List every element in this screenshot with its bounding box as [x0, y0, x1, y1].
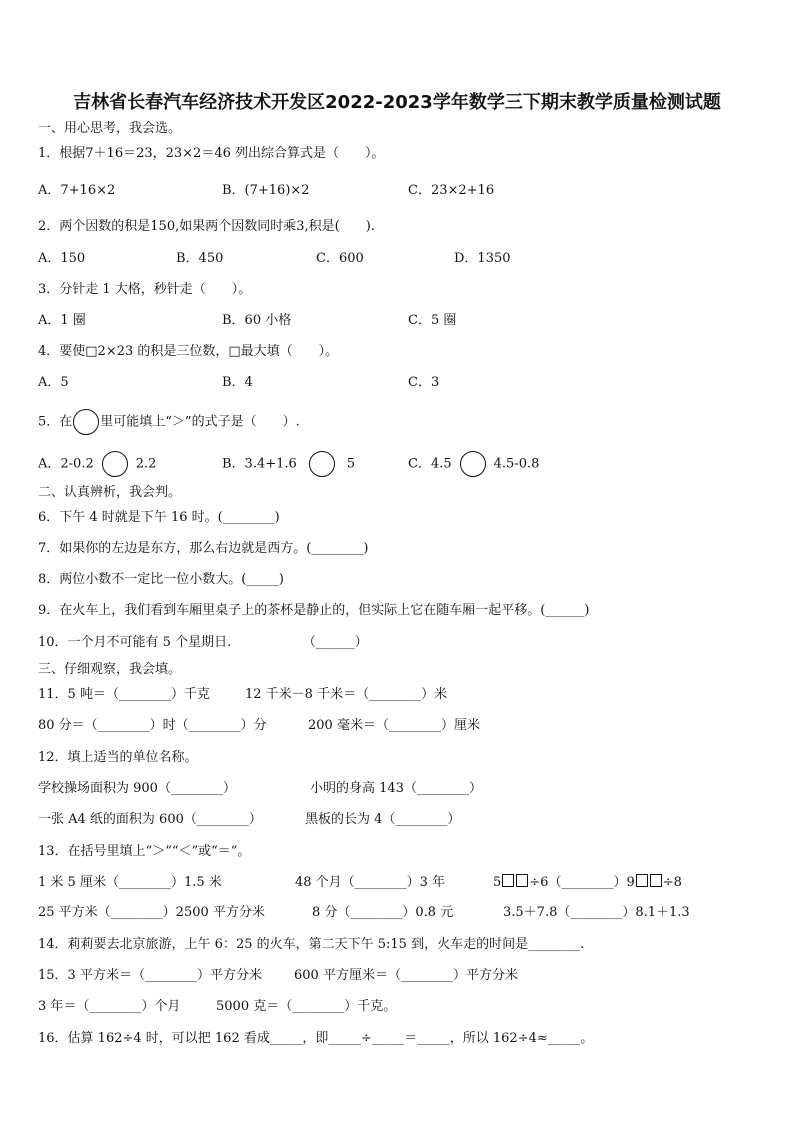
q15-line1-right: 600 平方厘米＝（________）平方分米 — [294, 968, 518, 983]
q11-line1-right: 12 千米－8 千米＝（________）米 — [245, 687, 448, 702]
q15-line2-left: 3 年＝（________）个月 — [38, 999, 181, 1014]
q13-line2-b: 8 分（________）0.8 元 — [312, 905, 454, 920]
q12-line2-left: 一张 A4 纸的面积为 600（________） — [38, 812, 262, 827]
q1-option-b: B．(7+16)×2 — [222, 183, 310, 198]
q15-line2-right: 5000 克＝（________）千克。 — [216, 999, 397, 1014]
question-13: 13．在括号里填上“＞”“＜”或“＝”。 — [38, 844, 251, 859]
blank-square-icon — [636, 874, 648, 887]
q13-line1-c-mid: ÷6（________）9 — [529, 875, 635, 890]
q13-line1-a: 1 米 5 厘米（________）1.5 米 — [38, 875, 222, 890]
q5-option-a — [38, 451, 156, 477]
question-7: 7．如果你的左边是东方，那么右边就是西方。(________) — [38, 541, 369, 556]
q3-option-b: B．60 小格 — [222, 313, 292, 328]
q11-line2-left: 80 分＝（________）时（________）分 — [38, 718, 267, 733]
q13-line2-c: 3.5＋7.8（________）8.1＋1.3 — [503, 905, 690, 920]
q3-option-a: A．1 圈 — [38, 313, 86, 328]
question-2: 2．两个因数的积是150,如果两个因数同时乘3,积是( ). — [38, 219, 375, 234]
q13-line2-a: 25 平方米（________）2500 平方分米 — [38, 905, 265, 920]
q12-line2-right: 黑板的长为 4（________） — [305, 812, 461, 827]
section-heading-2: 二、认真辨析，我会判。 — [38, 485, 182, 500]
blank-circle-icon — [309, 451, 335, 477]
q11-line2-right: 200 毫米＝（________）厘米 — [308, 718, 480, 733]
q4-option-b: B．4 — [222, 375, 253, 390]
blank-square-icon — [502, 874, 514, 887]
q3-option-c: C．5 圈 — [408, 313, 457, 328]
q5-option-b-left: B．3.4+1.6 — [222, 456, 297, 472]
question-12: 12．填上适当的单位名称。 — [38, 750, 198, 765]
question-14: 14．莉莉要去北京旅游，上午 6：25 的火车，第二天下午 5:15 到，火车走的时间是________. — [38, 937, 585, 952]
section-heading-3: 三、仔细观察，我会填。 — [38, 662, 182, 677]
q1-option-c: C．23×2+16 — [408, 183, 495, 198]
q13-line1-c-post: ÷8 — [662, 875, 682, 890]
q5-text-pre: 5．在 — [38, 414, 73, 430]
q2-option-b: B．450 — [176, 251, 224, 266]
q2-option-a: A．150 — [38, 251, 86, 266]
q5-text-post: 里可能填上“＞”的式子是（ ）. — [100, 414, 300, 430]
question-3: 3．分针走 1 大格，秒针走（ ）。 — [38, 282, 252, 297]
blank-square-icon — [516, 874, 528, 887]
q5-option-b-right: 5 — [346, 456, 356, 472]
q5-option-a-left: A．2-0.2 — [38, 456, 94, 472]
q13-line1-c-pre: 5 — [493, 875, 502, 890]
q13-line1-c — [493, 874, 682, 892]
q4-option-c: C．3 — [408, 375, 440, 390]
question-4: 4．要使□2×23 的积是三位数，□最大填（ ）。 — [38, 344, 339, 359]
question-1: 1．根据7＋16＝23，23×2＝46 列出综合算式是（ ）。 — [38, 146, 385, 161]
blank-square-icon — [650, 874, 662, 887]
q5-option-a-right: 2.2 — [135, 456, 157, 472]
q2-option-d: D．1350 — [454, 251, 511, 266]
q11-line1-left: 11．5 吨＝（________）千克 — [38, 687, 210, 702]
section-heading-1: 一、用心思考，我会选。 — [38, 121, 182, 136]
q2-option-c: C．600 — [316, 251, 364, 266]
q4-option-a: A．5 — [38, 375, 69, 390]
question-5 — [38, 409, 300, 435]
question-6: 6．下午 4 时就是下午 16 时。(________) — [38, 510, 280, 525]
q5-option-c-left: C．4.5 — [408, 456, 452, 472]
blank-circle-icon — [73, 409, 99, 435]
q12-line1-right: 小明的身高 143（________） — [310, 781, 482, 796]
question-10: 10．一个月不可能有 5 个星期日. （______） — [38, 635, 368, 650]
blank-circle-icon — [460, 451, 486, 477]
q5-option-b — [222, 451, 355, 477]
question-8: 8．两位小数不一定比一位小数大。(_____) — [38, 572, 284, 587]
blank-circle-icon — [102, 451, 128, 477]
q15-line1-left: 15．3 平方米＝（________）平方分米 — [38, 968, 262, 983]
q1-option-a: A．7+16×2 — [38, 183, 116, 198]
q13-line1-b: 48 个月（________）3 年 — [295, 875, 446, 890]
question-9: 9．在火车上，我们看到车厢里桌子上的茶杯是静止的，但实际上它在随车厢一起平移。(______) — [38, 603, 590, 618]
q5-option-c-right: 4.5-0.8 — [493, 456, 540, 472]
q12-line1-left: 学校操场面积为 900（________） — [38, 781, 236, 796]
q5-option-c — [408, 451, 539, 477]
page-title: 吉林省长春汽车经济技术开发区2022-2023学年数学三下期末教学质量检测试题 — [73, 92, 721, 113]
question-16: 16．估算 162÷4 时，可以把 162 看成_____，即_____÷_____＝_____，所以 162÷4≈_____。 — [38, 1031, 594, 1046]
